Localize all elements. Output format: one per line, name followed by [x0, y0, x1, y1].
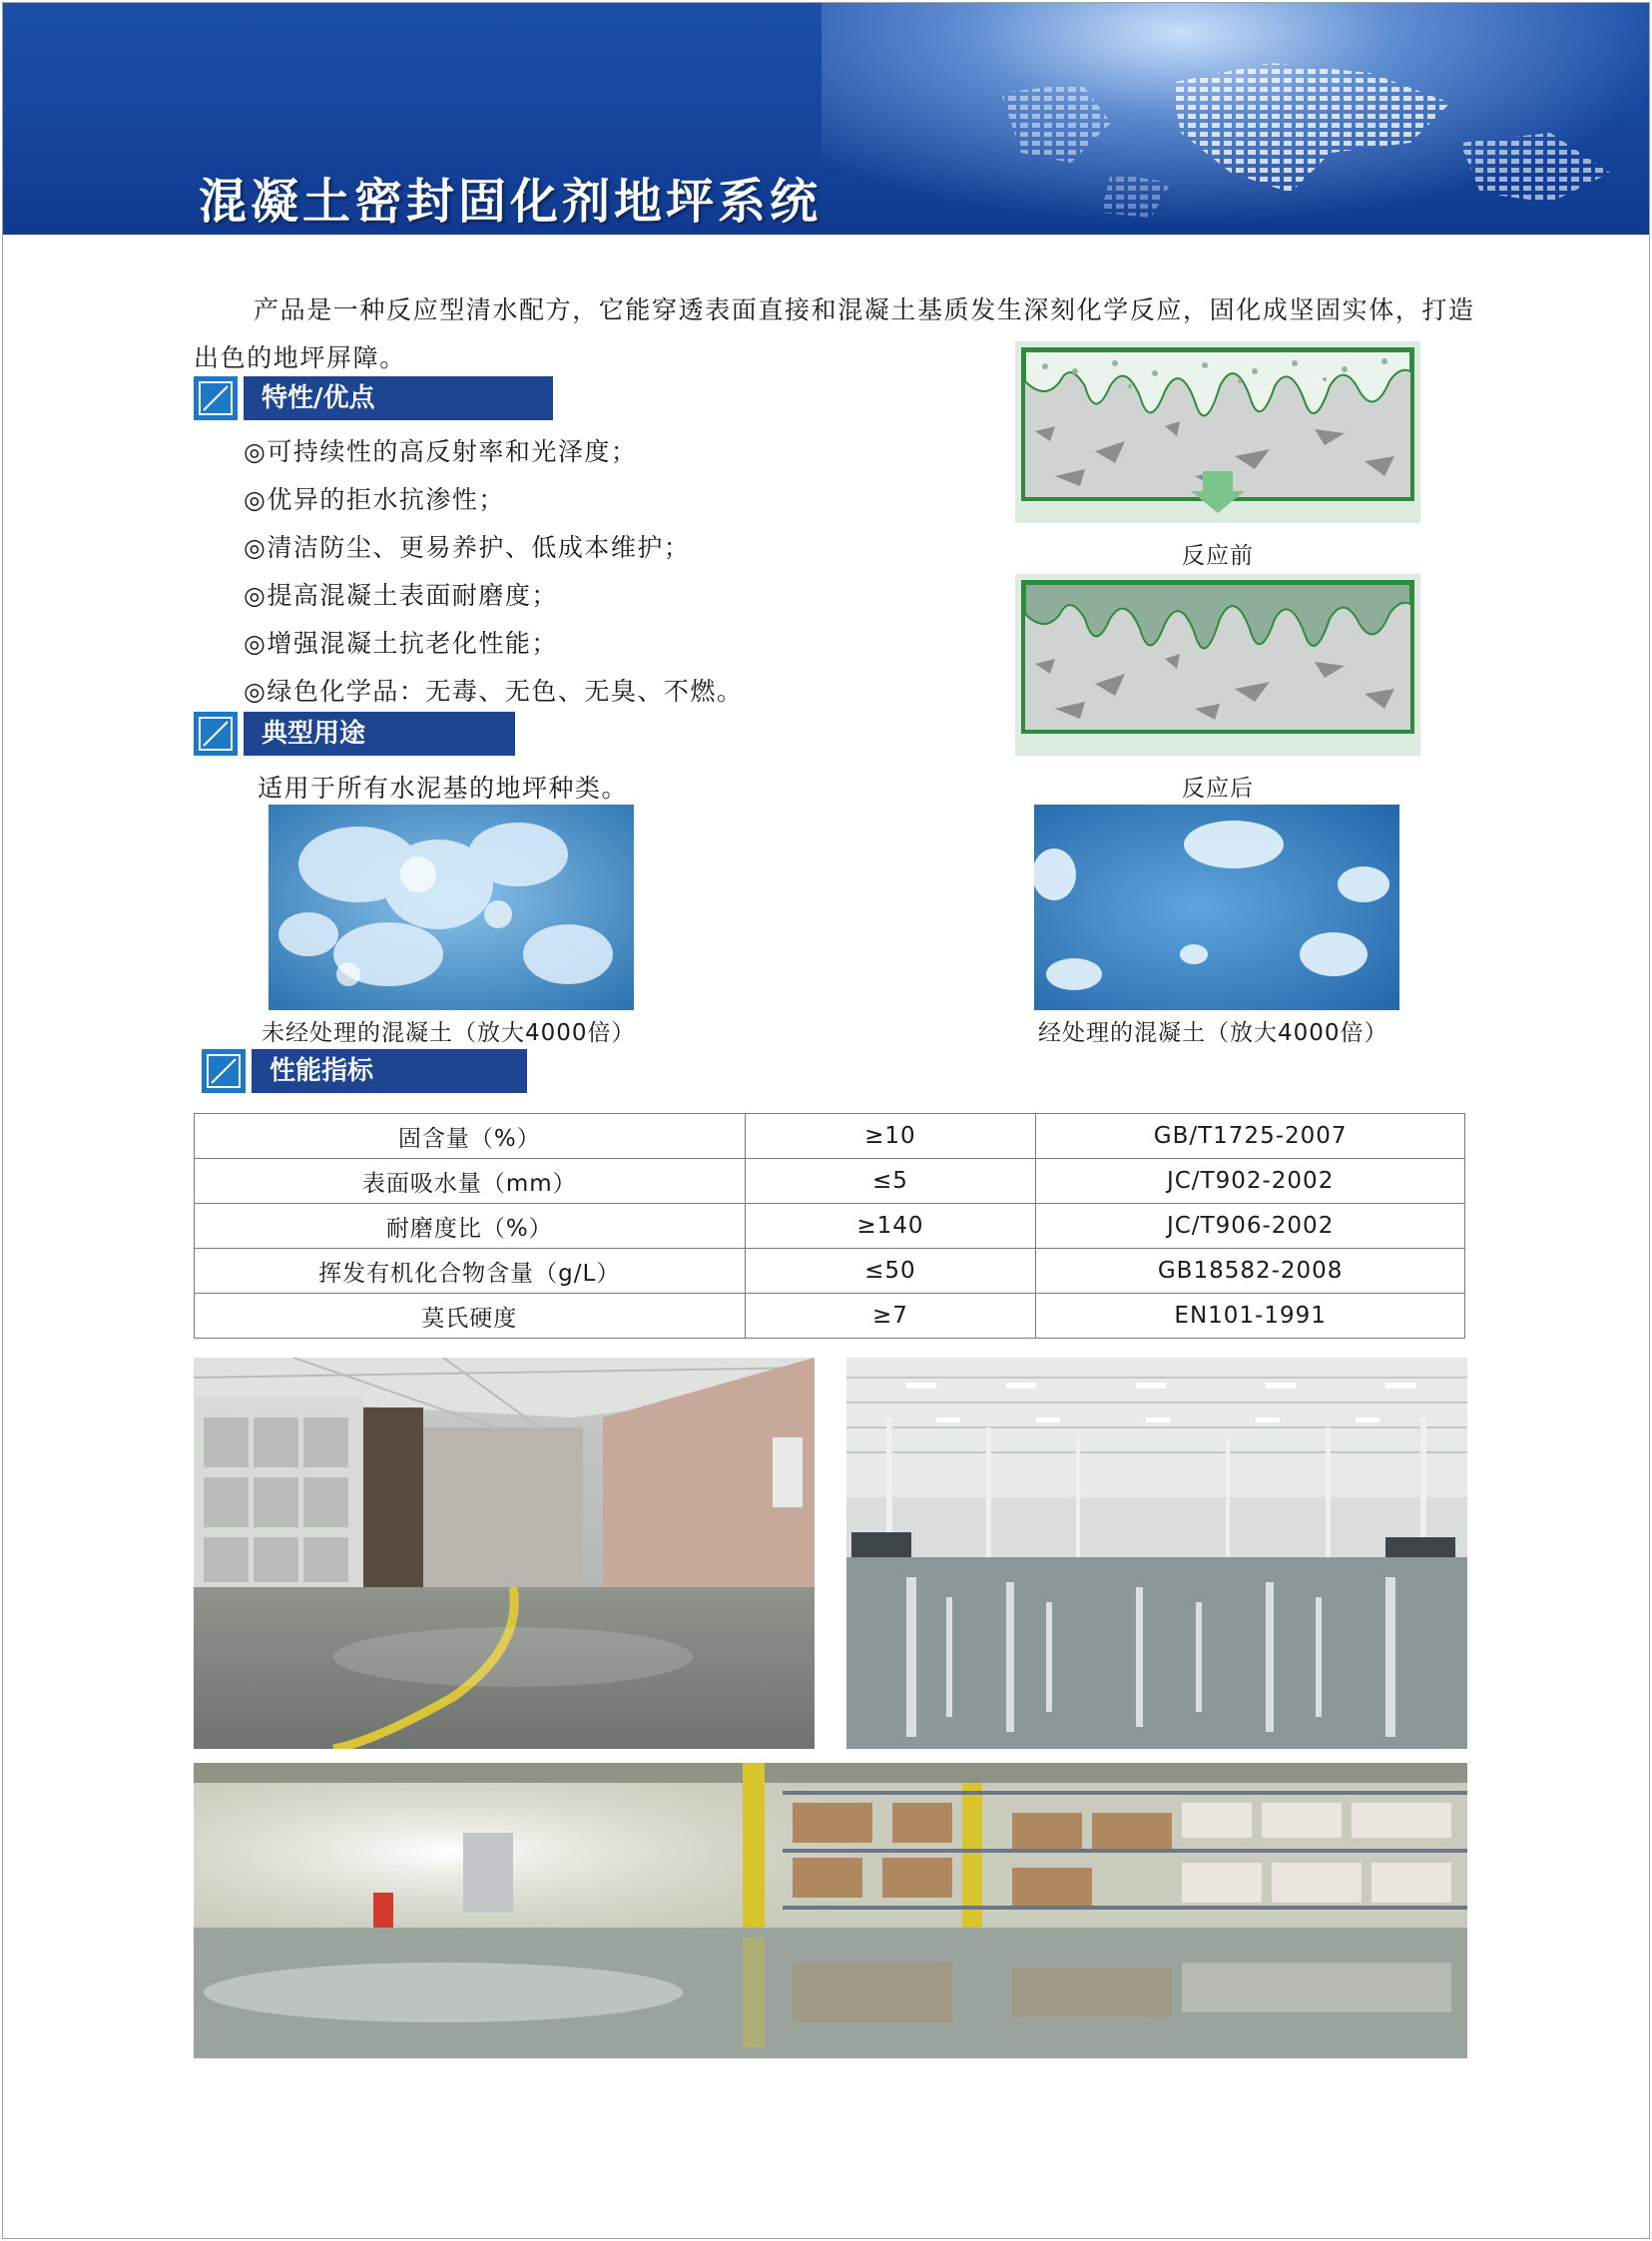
table-cell-standard: EN101-1991	[1036, 1294, 1465, 1339]
feature-item: ◎可持续性的高反射率和光泽度；	[244, 437, 638, 466]
storage-warehouse-photo	[194, 1763, 1467, 2058]
table-cell-property: 挥发有机化合物含量（g/L）	[195, 1249, 746, 1294]
reaction-before-diagram	[1015, 341, 1420, 523]
table-cell-property: 表面吸水量（mm）	[195, 1159, 746, 1204]
table-cell-value: ≤5	[745, 1159, 1036, 1204]
feature-item: ◎绿色化学品：无毒、无色、无臭、不燃。	[244, 677, 744, 706]
table-cell-value: ≥140	[745, 1204, 1036, 1249]
table-cell-value: ≤50	[745, 1249, 1036, 1294]
pencil-slash-icon	[202, 1049, 246, 1093]
table-cell-property: 固含量（%）	[195, 1114, 746, 1159]
reaction-after-diagram	[1015, 574, 1420, 756]
table-cell-property: 莫氏硬度	[195, 1294, 746, 1339]
pencil-slash-icon	[194, 376, 238, 420]
intro-paragraph: 产品是一种反应型清水配方，它能穿透表面直接和混凝土基质发生深刻化学反应，固化成坚固实体，打造出色的地坪屏障。	[194, 295, 1475, 372]
header-banner	[3, 3, 1649, 235]
table-cell-value: ≥7	[745, 1294, 1036, 1339]
world-map-graphic	[851, 23, 1649, 223]
diagram-caption-before: 反应前	[1182, 543, 1254, 569]
table-row	[195, 1204, 1465, 1249]
feature-item: ◎增强混凝土抗老化性能；	[244, 629, 558, 658]
usage-text: 适用于所有水泥基的地坪种类。	[258, 774, 629, 803]
warehouse-hall-photo	[846, 1358, 1467, 1749]
diagram-caption-after: 反应后	[1182, 776, 1254, 802]
feature-item: ◎提高混凝土表面耐磨度；	[244, 581, 558, 610]
feature-item: ◎优异的拒水抗渗性；	[244, 485, 505, 514]
micrograph-treated	[1034, 805, 1399, 1010]
section-title-performance: 性能指标	[252, 1049, 527, 1093]
micrograph-caption-untreated: 未经处理的混凝土（放大4000倍）	[262, 1020, 636, 1046]
pencil-slash-icon	[194, 712, 238, 756]
table-cell-standard: JC/T906-2002	[1036, 1204, 1465, 1249]
micrograph-caption-treated: 经处理的混凝土（放大4000倍）	[1038, 1020, 1388, 1046]
feature-item: ◎清洁防尘、更易养护、低成本维护；	[244, 533, 691, 562]
table-cell-standard: JC/T902-2002	[1036, 1159, 1465, 1204]
factory-floor-photo	[194, 1358, 815, 1749]
section-title-features: 特性/优点	[244, 376, 553, 420]
table-row	[195, 1114, 1465, 1159]
table-cell-property: 耐磨度比（%）	[195, 1204, 746, 1249]
performance-spec-table	[194, 1113, 1465, 1339]
table-cell-standard: GB18582-2008	[1036, 1249, 1465, 1294]
table-row	[195, 1294, 1465, 1339]
table-cell-value: ≥10	[745, 1114, 1036, 1159]
table-row	[195, 1249, 1465, 1294]
table-cell-standard: GB/T1725-2007	[1036, 1114, 1465, 1159]
section-title-usage: 典型用途	[244, 712, 515, 756]
table-row	[195, 1159, 1465, 1204]
micrograph-untreated	[269, 805, 634, 1010]
page-title: 混凝土密封固化剂地坪系统	[199, 174, 823, 230]
